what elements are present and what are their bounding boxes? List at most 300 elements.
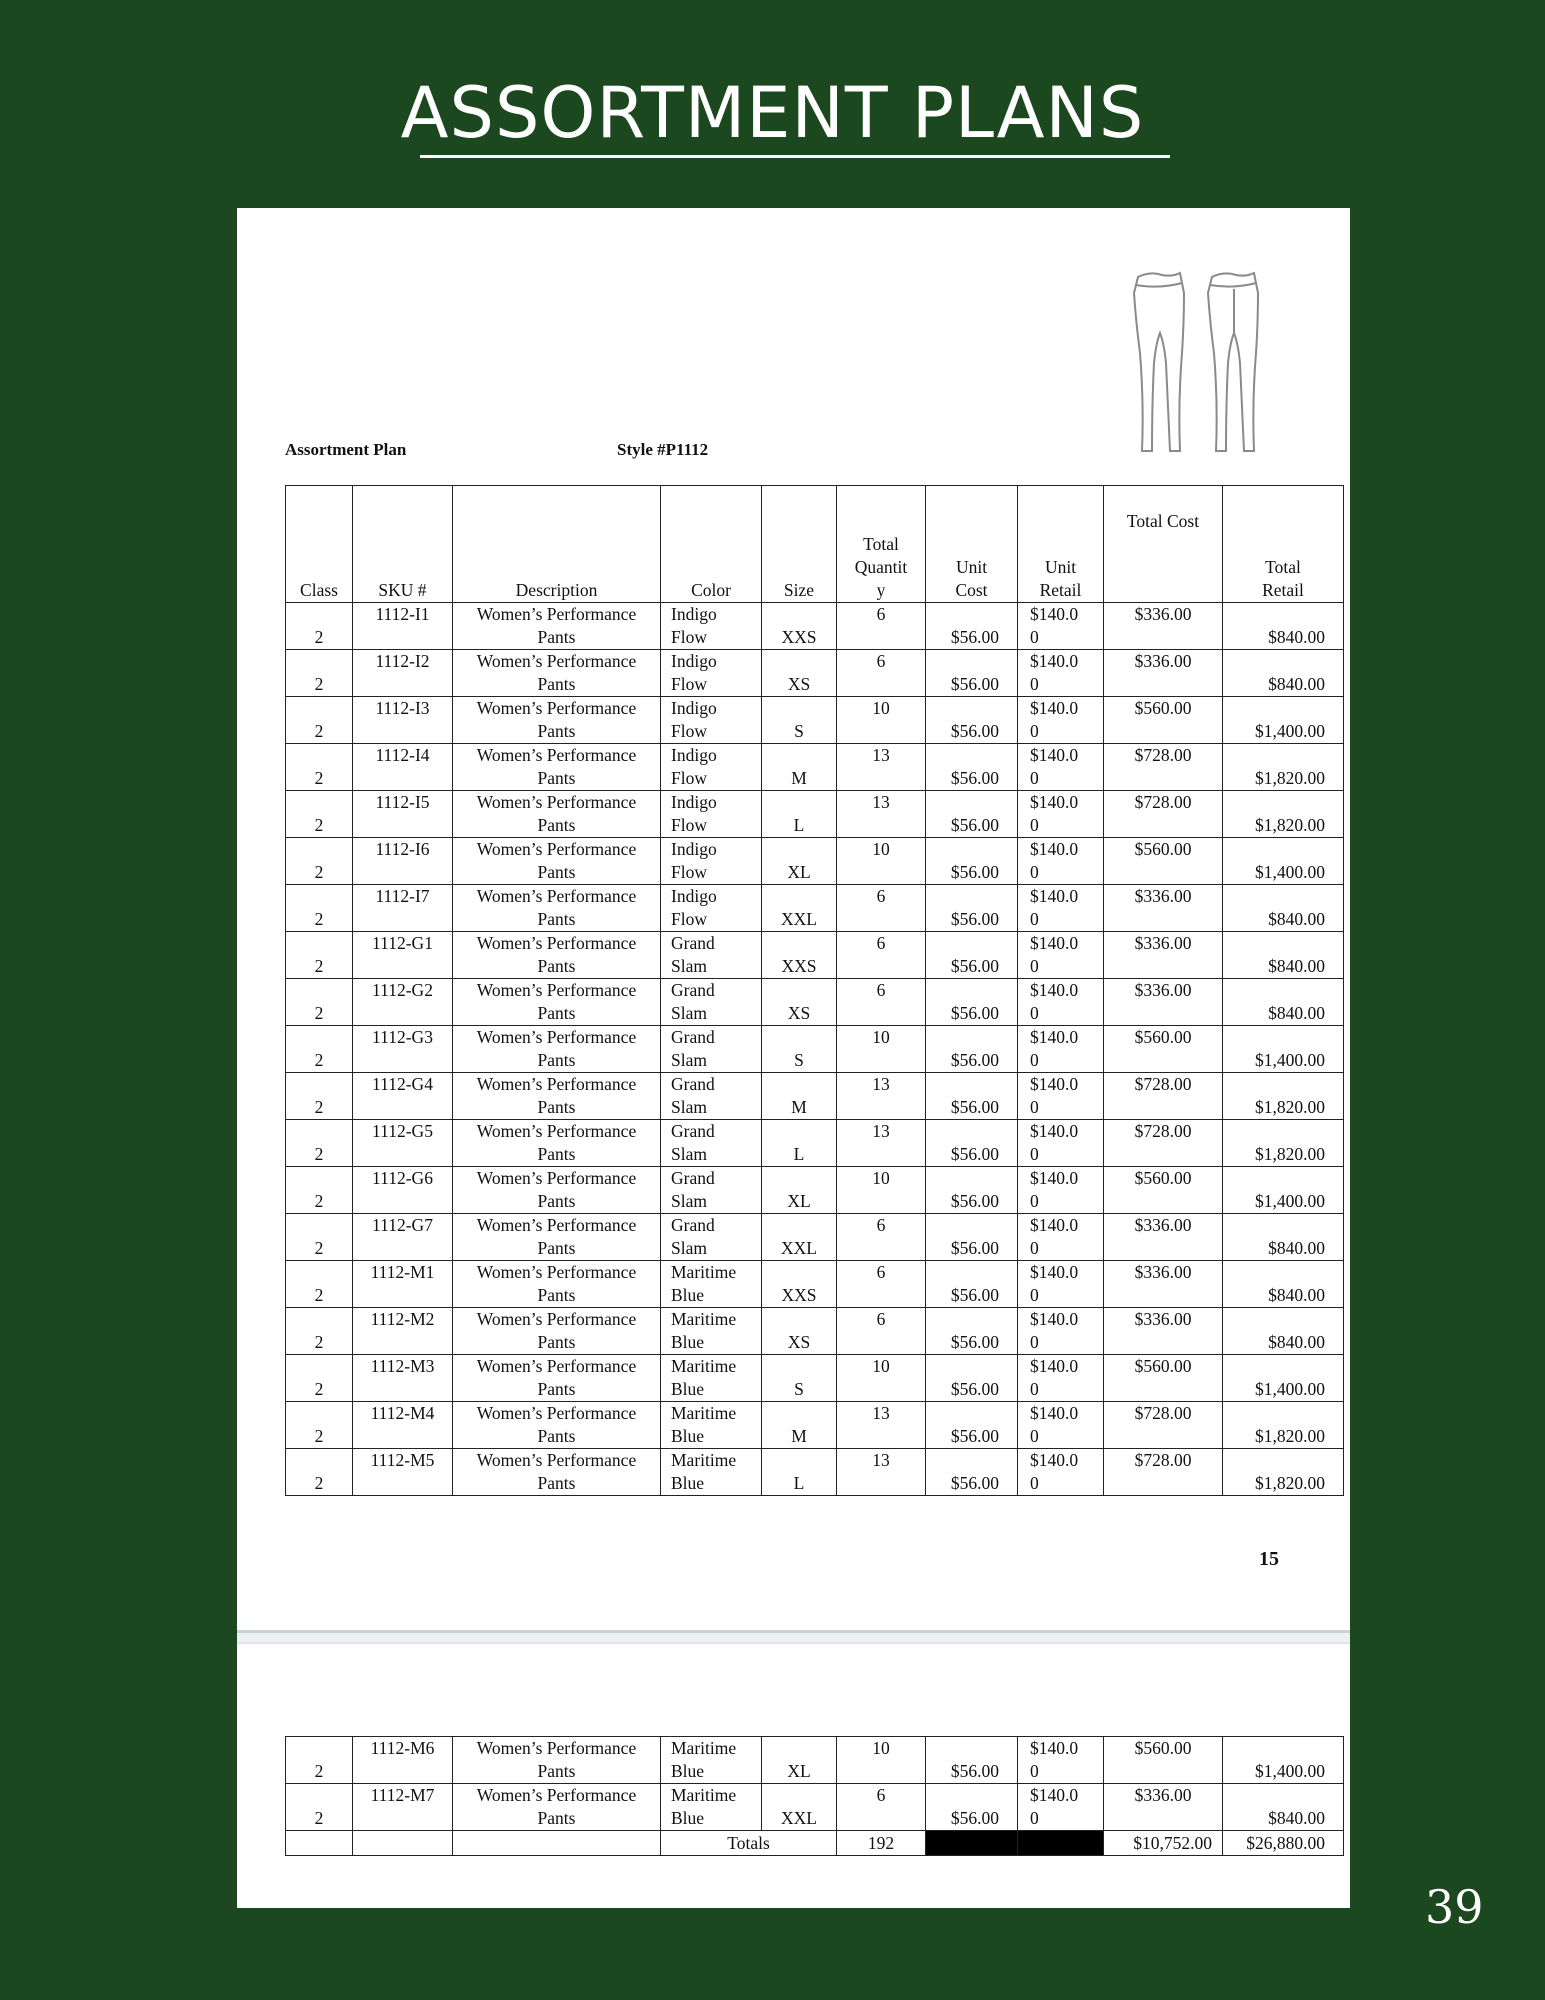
color-cell [661,791,762,838]
unit-cost-cell [926,1167,1018,1214]
total-retail-cell-text: $1,820.00 [1255,1097,1325,1117]
unit-retail-cell-text: $140.0 [1030,651,1079,671]
total-retail-cell [1223,1308,1344,1355]
size-cell-text: XL [787,1761,811,1781]
column-header-line [765,556,833,579]
class-cell-text: 2 [314,1426,324,1446]
description-cell-text: Pants [537,1003,576,1023]
unit-cost-cell [926,932,1018,979]
total-cost-cell [1104,932,1223,979]
color-cell [661,1737,762,1784]
quantity-cell [837,1355,926,1402]
total-cost-cell [1104,1449,1223,1496]
size-cell [762,1308,837,1355]
sku-cell-text: 1112-I6 [375,839,430,859]
total-cost-cell [1104,838,1223,885]
total-cost-cell [1104,979,1223,1026]
description-cell-text: Pants [537,1473,576,1493]
size-cell-text: XXS [781,1285,817,1305]
unit-retail-cell [1018,791,1104,838]
total-retail-cell-text: $1,400.00 [1255,1050,1325,1070]
class-cell-text: 2 [314,1808,324,1828]
unit-retail-cell-text: 0 [1030,1285,1039,1305]
total-cost-cell [1104,1261,1223,1308]
sku-cell [353,1784,453,1831]
size-cell-text: S [794,1379,804,1399]
column-header-line [929,533,1014,556]
assortment-table [285,485,1344,1496]
unit-retail-cell-text: $140.0 [1030,604,1079,624]
quantity-cell-text: 10 [872,839,890,859]
unit-retail-cell-text: 0 [1030,1144,1039,1164]
description-cell [453,1402,661,1449]
total-retail-cell [1223,979,1344,1026]
color-cell-text: Slam [671,1003,707,1023]
page-number: 15 [1259,1548,1279,1570]
column-header-line: Color [691,580,731,600]
unit-retail-cell-text: $140.0 [1030,1262,1079,1282]
unit-retail-cell [1018,1737,1104,1784]
column-header-line [765,533,833,556]
size-cell-text: XS [787,674,811,694]
class-cell-text: 2 [314,1050,324,1070]
description-cell [453,650,661,697]
unit-retail-cell [1018,1308,1104,1355]
column-header-line [289,533,349,556]
unit-retail-cell-text: $140.0 [1030,745,1079,765]
unit-cost-cell [926,697,1018,744]
unit-cost-cell-text: $56.00 [950,1097,999,1117]
table-row [286,697,1344,744]
quantity-cell-text: 10 [872,1356,890,1376]
quantity-cell-text: 13 [872,1074,890,1094]
total-cost-cell [1104,1308,1223,1355]
total-cost-cell-text: $336.00 [1134,1262,1192,1282]
size-cell [762,697,837,744]
unit-cost-cell-text: $56.00 [950,1285,999,1305]
color-cell [661,697,762,744]
sku-cell-text: 1112-I7 [375,886,430,906]
unit-retail-cell-text: 0 [1030,674,1039,694]
class-cell [286,1308,353,1355]
total-retail-cell [1223,838,1344,885]
color-cell-text: Maritime [671,1785,737,1805]
color-cell-text: Blue [671,1426,705,1446]
unit-cost-cell-text: $56.00 [950,627,999,647]
total-retail-cell-text: $1,400.00 [1255,1379,1325,1399]
total-cost-cell [1104,650,1223,697]
page-title: ASSORTMENT PLANS [400,72,1145,154]
class-cell [286,838,353,885]
unit-retail-cell-text: 0 [1030,1003,1039,1023]
color-cell-text: Indigo [671,698,717,718]
total-cost-cell-text: $560.00 [1134,1027,1192,1047]
total-cost-cell-text: $560.00 [1134,839,1192,859]
class-cell [286,697,353,744]
class-cell-text: 2 [314,1238,324,1258]
total-cost-cell-text: $336.00 [1134,651,1192,671]
unit-cost-cell [926,838,1018,885]
unit-cost-cell-text: $56.00 [950,721,999,741]
total-cost-cell [1104,1402,1223,1449]
color-cell [661,744,762,791]
total-retail-cell [1223,1784,1344,1831]
unit-cost-cell-text: $56.00 [950,1238,999,1258]
unit-retail-cell-text: $140.0 [1030,980,1079,1000]
table-header-row [286,486,1344,603]
quantity-cell-text: 6 [876,980,886,1000]
size-cell-text: XXL [781,909,817,929]
column-header-line [356,533,449,556]
quantity-cell [837,1737,926,1784]
class-cell [286,1073,353,1120]
sku-cell [353,697,453,744]
description-cell [453,1737,661,1784]
table-row [286,1026,1344,1073]
total-cost-cell-text: $728.00 [1134,1450,1192,1470]
description-cell-text: Women’s Performance [476,1168,637,1188]
description-cell-text: Pants [537,862,576,882]
description-cell-text: Pants [537,1426,576,1446]
quantity-cell [837,1167,926,1214]
color-cell-text: Flow [671,721,707,741]
description-cell-text: Pants [537,909,576,929]
description-cell-text: Women’s Performance [476,1785,637,1805]
color-cell-text: Slam [671,1097,707,1117]
class-cell-text: 2 [314,815,324,835]
size-cell [762,1784,837,1831]
total-retail-cell [1223,1261,1344,1308]
color-cell-text: Grand [671,1074,715,1094]
description-cell-text: Pants [537,768,576,788]
color-cell-text: Maritime [671,1450,737,1470]
description-cell [453,1355,661,1402]
color-cell [661,1073,762,1120]
total-cost-cell-text: $728.00 [1134,1121,1192,1141]
unit-cost-cell [926,1120,1018,1167]
total-retail-cell-text: $840.00 [1268,956,1325,976]
description-cell [453,1784,661,1831]
color-cell-text: Flow [671,768,707,788]
quantity-cell-text: 13 [872,1121,890,1141]
unit-retail-cell-text: $140.0 [1030,1309,1079,1329]
unit-retail-cell-text: 0 [1030,1473,1039,1493]
quantity-cell [837,1402,926,1449]
table-row [286,1120,1344,1167]
total-cost-cell-text: $728.00 [1134,1074,1192,1094]
unit-retail-cell [1018,979,1104,1026]
unit-cost-cell-text: $56.00 [950,1003,999,1023]
quantity-cell-text: 13 [872,1450,890,1470]
quantity-cell [837,979,926,1026]
total-cost-cell [1104,1784,1223,1831]
size-cell-text: M [791,1097,807,1117]
unit-retail-cell [1018,885,1104,932]
unit-retail-cell-text: 0 [1030,1332,1039,1352]
total-retail-cell-text: $1,400.00 [1255,721,1325,741]
sku-cell [353,1308,453,1355]
table-row [286,791,1344,838]
description-cell-text: Pants [537,1332,576,1352]
column-header-line: Cost [955,580,988,600]
quantity-cell [837,1120,926,1167]
sku-cell [353,1214,453,1261]
column-header-line: Retail [1262,580,1304,600]
unit-cost-cell [926,885,1018,932]
sku-cell [353,979,453,1026]
unit-retail-cell-text: $140.0 [1030,1168,1079,1188]
color-cell-text: Grand [671,1168,715,1188]
description-cell-text: Women’s Performance [476,1738,637,1758]
class-cell [286,1120,353,1167]
quantity-cell [837,1073,926,1120]
description-cell-text: Women’s Performance [476,1074,637,1094]
unit-retail-cell-text: $140.0 [1030,839,1079,859]
size-cell-text: L [793,1473,805,1493]
unit-retail-cell [1018,650,1104,697]
sku-cell-text: 1112-G6 [372,1168,433,1188]
description-cell-text: Pants [537,721,576,741]
size-cell [762,885,837,932]
color-cell [661,603,762,650]
size-cell [762,1261,837,1308]
description-cell [453,1308,661,1355]
quantity-cell [837,838,926,885]
totals-blacked-unit-cost [926,1831,1018,1856]
class-cell [286,1737,353,1784]
class-cell [286,744,353,791]
total-retail-cell-text: $840.00 [1268,1003,1325,1023]
size-cell [762,1120,837,1167]
column-header-line [356,556,449,579]
class-cell [286,885,353,932]
unit-cost-cell-text: $56.00 [950,1761,999,1781]
unit-retail-cell [1018,697,1104,744]
quantity-cell-text: 6 [876,1309,886,1329]
slide-number: 39 [1425,1880,1484,1934]
color-cell-text: Slam [671,1238,707,1258]
table-row [286,885,1344,932]
total-cost-cell-text: $560.00 [1134,1738,1192,1758]
size-cell [762,1073,837,1120]
total-cost-cell-text: $560.00 [1134,1356,1192,1376]
description-cell-text: Women’s Performance [476,745,637,765]
description-cell-text: Women’s Performance [476,1403,637,1423]
class-cell-text: 2 [314,768,324,788]
color-cell-text: Blue [671,1379,705,1399]
description-cell [453,697,661,744]
sku-cell [353,1402,453,1449]
total-cost-cell-text: $336.00 [1134,980,1192,1000]
description-cell-text: Women’s Performance [476,839,637,859]
unit-retail-cell-text: 0 [1030,721,1039,741]
sku-cell [353,1261,453,1308]
total-cost-cell-text: $336.00 [1134,604,1192,624]
description-cell-text: Women’s Performance [476,1262,637,1282]
size-cell-text: XL [787,1191,811,1211]
size-cell-text: S [794,1050,804,1070]
quantity-cell [837,650,926,697]
quantity-cell-text: 6 [876,1262,886,1282]
class-cell [286,1214,353,1261]
quantity-cell-text: 10 [872,1027,890,1047]
color-cell-text: Maritime [671,1738,737,1758]
class-cell-text: 2 [314,627,324,647]
quantity-cell-text: 10 [872,698,890,718]
size-cell-text: XXS [781,627,817,647]
total-retail-cell [1223,885,1344,932]
total-cost-cell [1104,1355,1223,1402]
column-header [1223,486,1344,603]
column-header [286,486,353,603]
description-cell [453,791,661,838]
total-retail-cell-text: $1,820.00 [1255,1144,1325,1164]
quantity-cell [837,697,926,744]
total-cost-cell [1104,1214,1223,1261]
size-cell [762,1026,837,1073]
quantity-cell [837,1308,926,1355]
table-row [286,1261,1344,1308]
color-cell-text: Slam [671,1144,707,1164]
total-retail-cell [1223,1737,1344,1784]
quantity-cell [837,744,926,791]
color-cell-text: Indigo [671,651,717,671]
class-cell-text: 2 [314,1379,324,1399]
description-cell [453,1026,661,1073]
class-cell [286,932,353,979]
description-cell-text: Pants [537,1238,576,1258]
column-header [353,486,453,603]
class-cell [286,1167,353,1214]
size-cell [762,1355,837,1402]
size-cell [762,1449,837,1496]
total-cost-cell [1104,885,1223,932]
sku-cell-text: 1112-I4 [375,745,430,765]
unit-cost-cell-text: $56.00 [950,1808,999,1828]
total-cost-cell-text: $336.00 [1134,1215,1192,1235]
description-cell-text: Women’s Performance [476,1215,637,1235]
column-header [926,486,1018,603]
unit-retail-cell [1018,1167,1104,1214]
quantity-cell [837,932,926,979]
size-cell-text: L [793,1144,805,1164]
class-cell-text: 2 [314,1285,324,1305]
description-cell-text: Women’s Performance [476,698,637,718]
sku-cell-text: 1112-M7 [370,1785,435,1805]
class-cell [286,603,353,650]
unit-cost-cell [926,744,1018,791]
unit-cost-cell [926,791,1018,838]
sku-cell-text: 1112-G3 [372,1027,433,1047]
table-row [286,932,1344,979]
column-header-line: Total Cost [1126,511,1200,531]
sku-cell [353,1120,453,1167]
unit-retail-cell [1018,838,1104,885]
total-cost-cell [1104,603,1223,650]
unit-retail-cell-text: $140.0 [1030,933,1079,953]
description-cell-text: Pants [537,1144,576,1164]
title-underline [420,155,1170,158]
unit-retail-cell-text: 0 [1030,956,1039,976]
document-page [237,208,1350,1908]
description-cell-text: Pants [537,1191,576,1211]
class-cell-text: 2 [314,1332,324,1352]
total-retail-cell-text: $840.00 [1268,1238,1325,1258]
total-cost-cell-text: $336.00 [1134,933,1192,953]
quantity-cell [837,603,926,650]
total-retail-cell [1223,1449,1344,1496]
color-cell-text: Slam [671,1191,707,1211]
total-cost-cell-text: $336.00 [1134,1785,1192,1805]
color-cell-text: Indigo [671,886,717,906]
description-cell-text: Women’s Performance [476,651,637,671]
class-cell [286,1261,353,1308]
class-cell-text: 2 [314,1473,324,1493]
description-cell [453,1449,661,1496]
unit-retail-cell-text: 0 [1030,815,1039,835]
sku-cell-text: 1112-I2 [375,651,430,671]
unit-retail-cell-text: $140.0 [1030,698,1079,718]
column-header [762,486,837,603]
color-cell-text: Grand [671,1215,715,1235]
description-cell-text: Pants [537,1097,576,1117]
sku-cell [353,1355,453,1402]
quantity-cell-text: 6 [876,1215,886,1235]
description-cell-text: Women’s Performance [476,933,637,953]
class-cell [286,1784,353,1831]
unit-retail-cell [1018,1214,1104,1261]
sku-cell-text: 1112-I1 [375,604,430,624]
sku-cell-text: 1112-M4 [370,1403,435,1423]
color-cell-text: Slam [671,956,707,976]
unit-cost-cell-text: $56.00 [950,862,999,882]
size-cell-text: M [791,1426,807,1446]
color-cell-text: Indigo [671,792,717,812]
sku-cell [353,1026,453,1073]
description-cell-text: Pants [537,674,576,694]
total-cost-cell [1104,791,1223,838]
sku-cell [353,1167,453,1214]
description-cell-text: Pants [537,956,576,976]
unit-retail-cell [1018,1449,1104,1496]
description-cell [453,979,661,1026]
sku-cell-text: 1112-G7 [372,1215,433,1235]
total-retail-cell [1223,1355,1344,1402]
class-cell [286,1355,353,1402]
class-cell-text: 2 [314,1144,324,1164]
unit-cost-cell [926,1214,1018,1261]
unit-retail-cell-text: $140.0 [1030,1215,1079,1235]
unit-cost-cell-text: $56.00 [950,768,999,788]
description-cell-text: Pants [537,1761,576,1781]
table-row [286,1737,1344,1784]
class-cell-text: 2 [314,956,324,976]
column-header-line [1226,533,1340,556]
color-cell [661,838,762,885]
sku-cell [353,744,453,791]
class-cell-text: 2 [314,1097,324,1117]
column-header [661,486,762,603]
column-header-line: Unit [1044,557,1077,577]
description-cell-text: Pants [537,1285,576,1305]
total-retail-cell [1223,932,1344,979]
table-row [286,1402,1344,1449]
total-cost-cell-text: $728.00 [1134,745,1192,765]
description-cell-text: Pants [537,1050,576,1070]
color-cell-text: Maritime [671,1262,737,1282]
column-header-line: Total [863,534,899,554]
total-retail-cell [1223,1214,1344,1261]
